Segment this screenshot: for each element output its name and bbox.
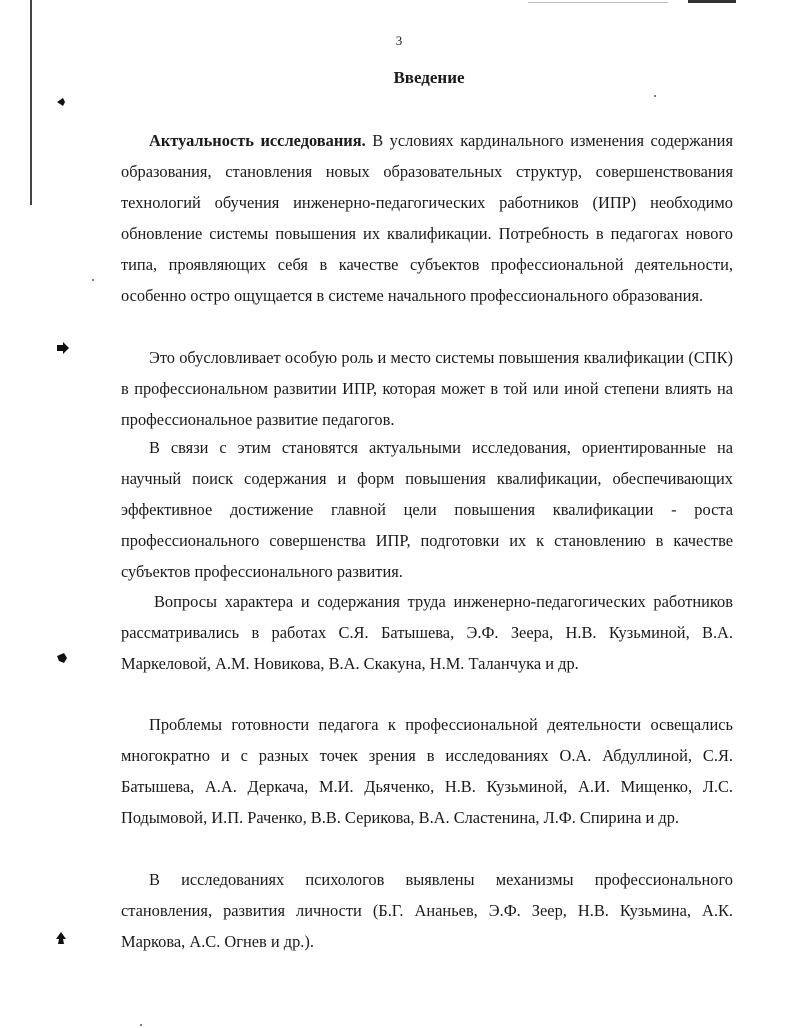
paragraph [121,709,733,833]
paragraph-text: Проблемы готовности педагога к профессиональной деятельности освещались многократно и с разных точек зрения в исследованиях О.А. Абдуллиной, С.Я. Батышева, А.А. Деркача, М.И. Дьяченко, Н.В. Кузьминой, А.И. Мищенко, Л.С. Подымовой, И.П. Раченко, В.В. Серикова, В.А. Сластенина, Л.Ф. Спирина и др. [121,715,733,827]
paragraph-relevance [121,125,733,311]
paragraph [121,586,733,679]
paragraph [121,864,733,957]
page-number: 3 [395,33,403,48]
section-title: Введение [393,68,465,87]
paragraph-text: В условиях кардинального изменения содержания образования, становления новых образовательных структур, совершенствования технологий обучения инженерно-педагогических работников (ИПР) необходимо обновление системы повышения их квалификации. Потребность в педагогах нового типа, проявляющих себя в качестве субъектов профессиональной деятельности, особенно остро ощущается в системе начального профессионального образования. [121,131,733,305]
scan-edge-line [30,0,32,205]
binding-mark-3 [56,652,68,664]
scan-top-dash [688,0,736,3]
scan-top-dots [528,2,668,3]
scan-speck [654,95,656,97]
binding-mark-1 [56,96,68,108]
paragraph-text: Это обусловливает особую роль и место системы повышения квалификации (СПК) в профессиональном развитии ИПР, которая может в той или иной степени влиять на профессиональное развитие педагогов. [121,348,733,429]
binding-mark-2 [56,342,70,354]
paragraph [121,342,733,435]
binding-mark-4 [56,932,66,944]
paragraph [121,432,733,587]
paragraph-text: В связи с этим становятся актуальными исследования, ориентированные на научный поиск содержания и форм повышения квалификации, обеспечивающих эффективное достижение главной цели повышения квалификации - роста профессионального совершенства ИПР, подготовки их к становлению в качестве субъектов профессионального развития. [121,438,733,581]
paragraph-text: В исследованиях психологов выявлены механизмы профессионального становления, развития личности (Б.Г. Ананьев, Э.Ф. Зеер, Н.В. Кузьмина, А.К. Маркова, А.С. Огнев и др.). [121,870,733,951]
scan-speck [140,1024,142,1026]
paragraph-text: Вопросы характера и содержания труда инженерно-педагогических работников рассматривались в работах С.Я. Батышева, Э.Ф. Зеера, Н.В. Кузьминой, В.А. Маркеловой, А.М. Новикова, В.А. Скакуна, Н.М. Таланчука и др. [121,592,733,673]
paragraph-lead: Актуальность исследования. [149,131,366,150]
scan-speck [92,279,94,281]
